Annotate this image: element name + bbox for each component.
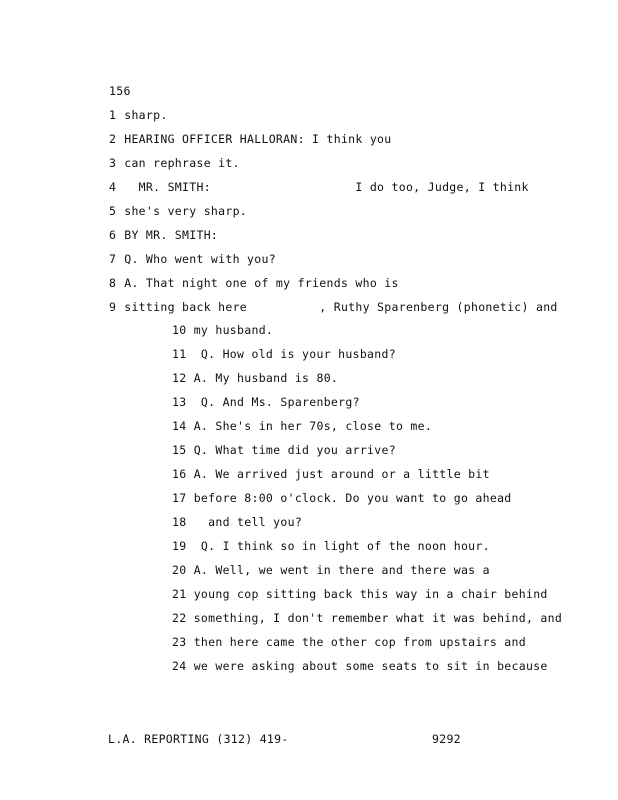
transcript-line xyxy=(109,300,558,314)
transcript-line xyxy=(109,252,276,266)
line-number: 24 xyxy=(172,659,187,673)
line-number: 17 xyxy=(172,491,187,505)
line-number: 13 xyxy=(172,395,187,409)
line-number: 19 xyxy=(172,539,187,553)
line-number: 9 xyxy=(109,300,117,314)
line-number: 2 xyxy=(109,132,117,146)
line-number: 14 xyxy=(172,419,187,433)
transcript-line xyxy=(109,204,247,218)
line-text: BY MR. SMITH: xyxy=(124,228,219,242)
transcript-line xyxy=(172,611,562,625)
transcript-line xyxy=(172,395,360,409)
line-text: before 8:00 o'clock. Do you want to go ahead xyxy=(193,491,512,505)
line-text: MR. SMITH: I do too, Judge, I think xyxy=(124,180,529,194)
transcript-line xyxy=(109,108,168,122)
line-number: 10 xyxy=(172,323,187,337)
line-number: 1 xyxy=(109,108,117,122)
line-number: 16 xyxy=(172,467,187,481)
line-text: she's very sharp. xyxy=(124,204,248,218)
transcript-line xyxy=(109,132,392,146)
transcript-line xyxy=(109,180,529,194)
line-text: Q. What time did you arrive? xyxy=(193,443,396,457)
transcript-line xyxy=(172,323,273,337)
line-number: 20 xyxy=(172,563,187,577)
transcript-line xyxy=(172,371,338,385)
transcript-line xyxy=(172,515,302,529)
line-number: 11 xyxy=(172,347,187,361)
transcript-line xyxy=(172,347,396,361)
line-text: HEARING OFFICER HALLORAN: I think you xyxy=(124,132,392,146)
footer-phone-suffix: 9292 xyxy=(432,732,461,746)
line-text: A. That night one of my friends who is xyxy=(124,276,399,290)
line-text: my husband. xyxy=(193,323,274,337)
transcript-line xyxy=(172,491,512,505)
line-text: sharp. xyxy=(124,108,168,122)
page-number: 156 xyxy=(109,84,131,98)
line-number: 4 xyxy=(109,180,117,194)
line-number: 6 xyxy=(109,228,117,242)
line-text: A. Well, we went in there and there was a xyxy=(193,563,490,577)
line-text: young cop sitting back this way in a chair behind xyxy=(193,587,548,601)
footer-reporter: L.A. REPORTING (312) 419- xyxy=(108,732,289,746)
transcript-line xyxy=(172,443,396,457)
transcript-line xyxy=(109,156,240,170)
transcript-line xyxy=(172,659,548,673)
line-text: A. We arrived just around or a little bit xyxy=(193,467,490,481)
line-number: 18 xyxy=(172,515,187,529)
line-number: 22 xyxy=(172,611,187,625)
line-text: we were asking about some seats to sit in because xyxy=(193,659,548,673)
transcript-line xyxy=(172,635,526,649)
transcript-line xyxy=(172,587,548,601)
line-text: something, I don't remember what it was behind, and xyxy=(193,611,563,625)
line-number: 21 xyxy=(172,587,187,601)
line-text: Q. And Ms. Sparenberg? xyxy=(193,395,360,409)
transcript-line xyxy=(109,228,218,242)
line-text: then here came the other cop from upstairs and xyxy=(193,635,526,649)
line-number: 8 xyxy=(109,276,117,290)
line-number: 3 xyxy=(109,156,117,170)
line-text: Q. I think so in light of the noon hour. xyxy=(193,539,490,553)
line-number: 5 xyxy=(109,204,117,218)
transcript-line xyxy=(172,563,490,577)
line-text: Q. How old is your husband? xyxy=(193,347,396,361)
transcript-line xyxy=(109,276,399,290)
line-text: can rephrase it. xyxy=(124,156,240,170)
transcript-line xyxy=(172,467,490,481)
line-text: A. My husband is 80. xyxy=(193,371,339,385)
transcript-line xyxy=(172,539,490,553)
line-number: 12 xyxy=(172,371,187,385)
line-text: and tell you? xyxy=(193,515,303,529)
line-number: 15 xyxy=(172,443,187,457)
line-text: A. She's in her 70s, close to me. xyxy=(193,419,433,433)
transcript-line xyxy=(172,419,432,433)
line-number: 7 xyxy=(109,252,117,266)
line-number: 23 xyxy=(172,635,187,649)
line-text: Q. Who went with you? xyxy=(124,252,276,266)
line-text: sitting back here , Ruthy Sparenberg (phonetic) and xyxy=(124,300,558,314)
